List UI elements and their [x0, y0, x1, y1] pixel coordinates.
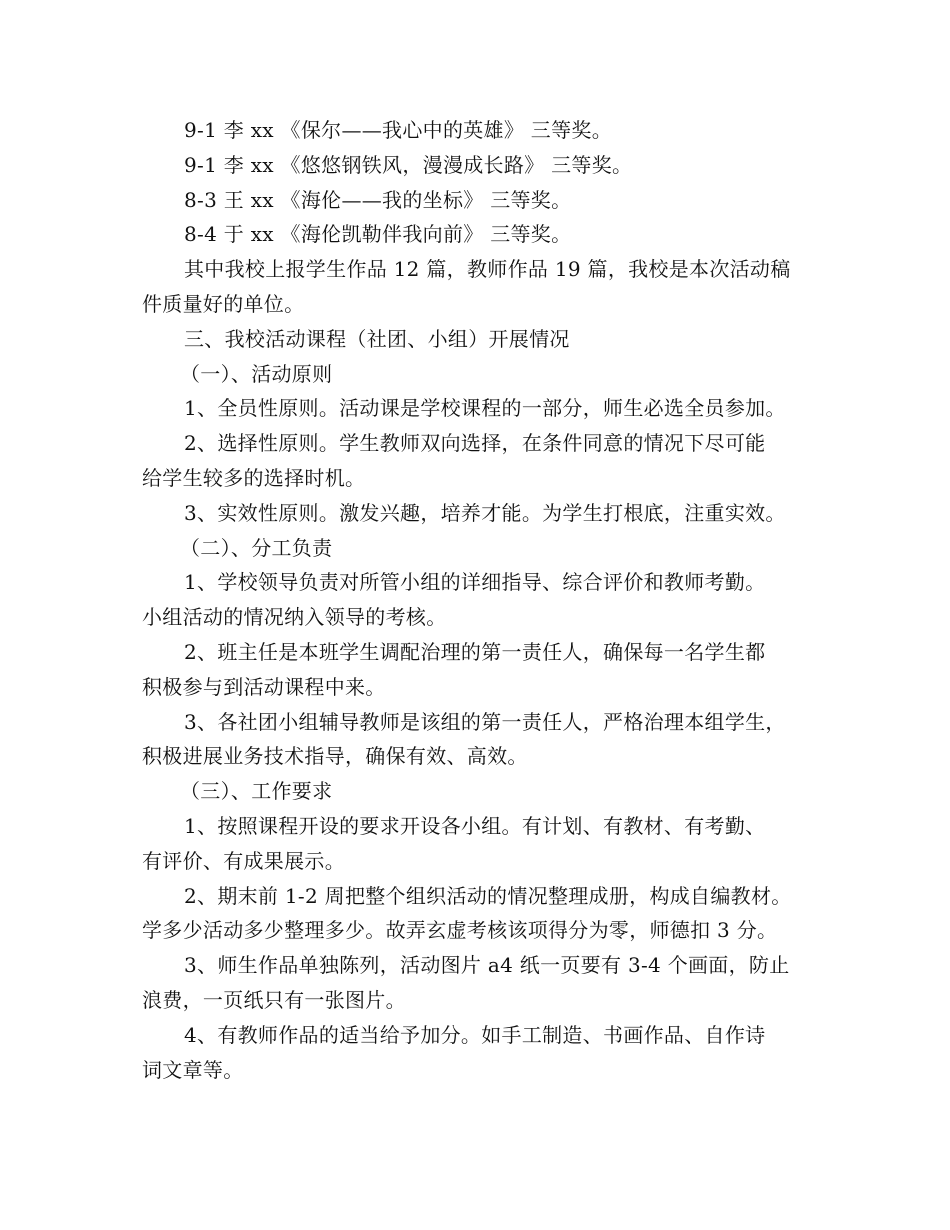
paragraph-line: 3、各社团小组辅导教师是该组的第一责任人，严格治理本组学生， — [184, 709, 786, 734]
paragraph-line: 积极进展业务技术指导，确保有效、高效。 — [142, 744, 528, 769]
paragraph-line: 1、按照课程开设的要求开设各小组。有计划、有教材、有考勤、 — [184, 813, 766, 838]
paragraph-line: 3、师生作品单独陈列，活动图片 a4 纸一页要有 3-4 个画面，防止 — [184, 953, 790, 978]
paragraph-line: 学多少活动多少整理多少。故弄玄虚考核该项得分为零，师德扣 3 分。 — [142, 918, 778, 943]
paragraph-line: 积极参与到活动课程中来。 — [142, 674, 386, 699]
paragraph-line: 1、学校领导负责对所管小组的详细指导、综合评价和教师考勤。 — [184, 570, 766, 595]
award-line: 8-3 王 xx 《海伦——我的坐标》 三等奖。 — [184, 187, 572, 212]
section-heading: 三、我校活动课程（社团、小组）开展情况 — [184, 326, 570, 351]
paragraph-line: 小组活动的情况纳入领导的考核。 — [142, 605, 447, 630]
paragraph-line: 浪费，一页纸只有一张图片。 — [142, 987, 406, 1012]
paragraph-line: 有评价、有成果展示。 — [142, 848, 345, 873]
paragraph-line: 4、有教师作品的适当给予加分。如手工制造、书画作品、自作诗 — [184, 1022, 766, 1047]
award-line: 9-1 李 xx 《悠悠钢铁风，漫漫成长路》 三等奖。 — [184, 152, 633, 177]
subsection-heading: （三）、工作要求 — [180, 779, 333, 804]
paragraph-line: 词文章等。 — [142, 1057, 244, 1082]
paragraph-line: 2、期末前 1-2 周把整个组织活动的情况整理成册，构成自编教材。 — [184, 883, 792, 908]
award-line: 8-4 于 xx 《海伦凯勒伴我向前》 三等奖。 — [184, 222, 572, 247]
award-line: 9-1 李 xx 《保尔——我心中的英雄》 三等奖。 — [184, 118, 612, 142]
paragraph-line: 其中我校上报学生作品 12 篇，教师作品 19 篇，我校是本次活动稿 — [184, 257, 791, 282]
document-body — [142, 113, 832, 1087]
paragraph-line: 2、班主任是本班学生调配治理的第一责任人，确保每一名学生都 — [184, 639, 766, 664]
paragraph-line: 件质量好的单位。 — [142, 291, 305, 316]
subsection-heading: （一）、活动原则 — [180, 361, 333, 386]
paragraph-line: 3、实效性原则。激发兴趣，培养才能。为学生打根底，注重实效。 — [184, 500, 786, 525]
paragraph-line: 2、选择性原则。学生教师双向选择，在条件同意的情况下尽可能 — [184, 431, 766, 456]
paragraph-line: 1、全员性原则。活动课是学校课程的一部分，师生必选全员参加。 — [184, 396, 786, 421]
subsection-heading: （二）、分工负责 — [180, 535, 333, 560]
paragraph-line: 给学生较多的选择时机。 — [142, 465, 366, 490]
